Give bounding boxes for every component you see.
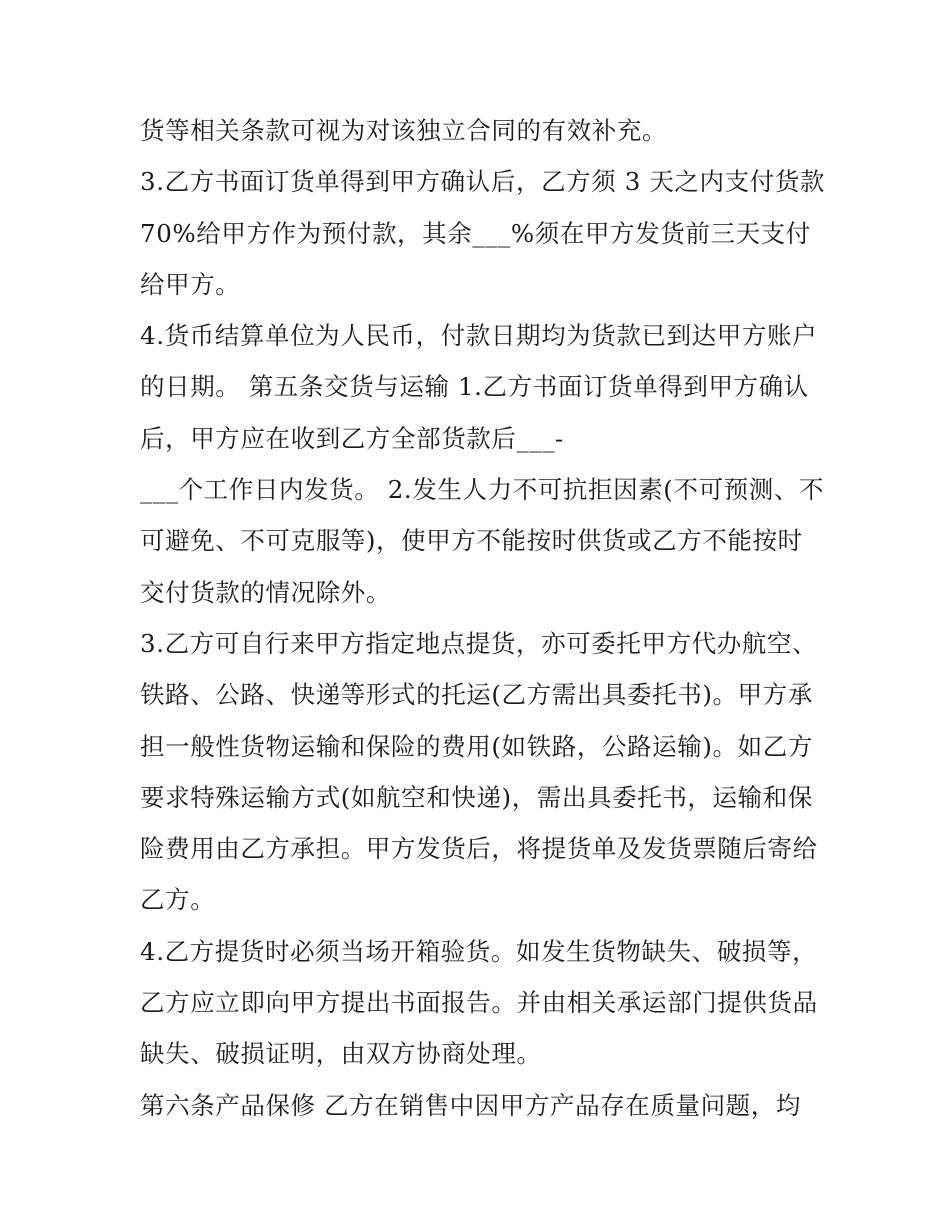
text-line: 4.货币结算单位为人民币，付款日期均为货款已到达甲方账户 — [140, 321, 818, 351]
text-line: 险费用由乙方承担。甲方发货后，将提货单及发货票随后寄给 — [140, 834, 818, 864]
text-line: 4.乙方提货时必须当场开箱验货。如发生货物缺失、破损等， — [140, 936, 818, 966]
contract-text — [140, 105, 830, 1131]
text-line: 乙方。 — [140, 885, 216, 915]
text-line: ___个工作日内发货。 2.发生人力不可抗拒因素(不可预测、不 — [140, 475, 825, 505]
text-line: 可避免、不可克服等)，使甲方不能按时供货或乙方不能按时 — [140, 526, 803, 556]
text-line: 3.乙方书面订货单得到甲方确认后，乙方须 3 天之内支付货款 — [140, 167, 826, 197]
text-line: 铁路、公路、快递等形式的托运(乙方需出具委托书)。甲方承 — [140, 680, 813, 710]
text-line: 要求特殊运输方式(如航空和快递)，需出具委托书，运输和保 — [140, 782, 813, 812]
text-line: 交付货款的情况除外。 — [140, 577, 391, 607]
text-line: 后，甲方应在收到乙方全部货款后___- — [140, 423, 564, 453]
text-line: 第六条产品保修 乙方在销售中因甲方产品存在质量问题，均 — [140, 1090, 801, 1120]
text-line: 70%给甲方作为预付款，其余___%须在甲方发货前三天支付 — [140, 218, 811, 248]
text-line: 3.乙方可自行来甲方指定地点提货，亦可委托甲方代办航空、 — [140, 628, 818, 658]
text-line: 给甲方。 — [140, 269, 241, 299]
text-line: 担一般性货物运输和保险的费用(如铁路，公路运输)。如乙方 — [140, 731, 813, 761]
text-line: 的日期。 第五条交货与运输 1.乙方书面订货单得到甲方确认 — [140, 372, 809, 402]
text-line: 乙方应立即向甲方提出书面报告。并由相关承运部门提供货品 — [140, 988, 818, 1018]
text-line: 货等相关条款可视为对该独立合同的有效补充。 — [140, 116, 668, 145]
text-line: 缺失、破损证明，由双方协商处理。 — [140, 1039, 542, 1069]
